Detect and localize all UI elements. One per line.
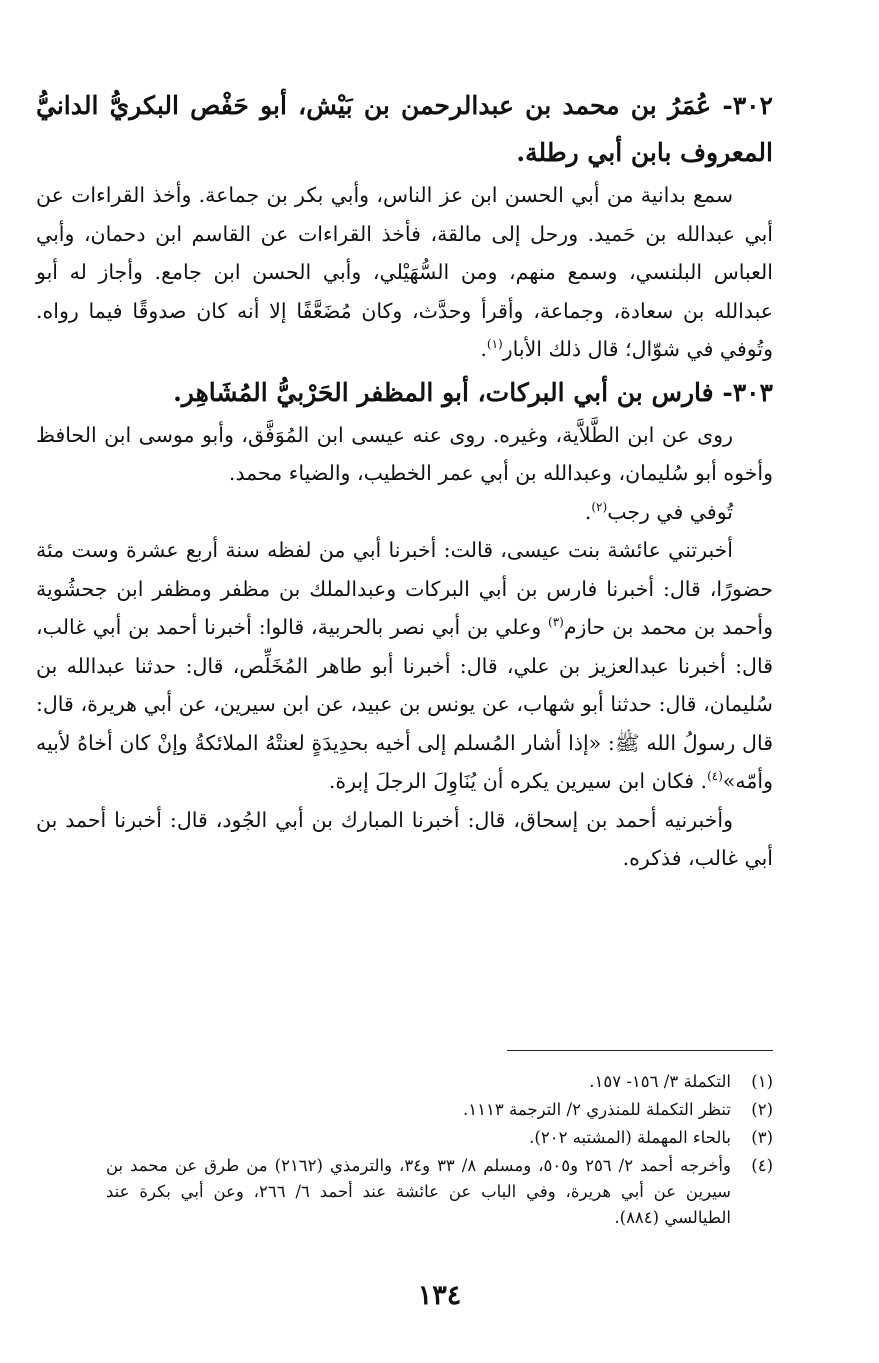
footnote-number: (٣) xyxy=(751,1128,773,1147)
footnote-ref-3: (٣) xyxy=(548,615,564,630)
main-text xyxy=(36,82,773,878)
page-number: ١٣٤ xyxy=(417,1280,462,1311)
footnote-number: (٢) xyxy=(751,1100,773,1119)
footnote-ref-2: (٢) xyxy=(591,499,608,514)
hadith-text: وعلي بن أبي نصر بالحربية، قالوا: أخبرنا أحمد بن أبي غالب، قال: أخبرنا عبدالعزيز بن علي، قال: أخبرنا أبو طاهر المُخَلِّص، قال: حدثنا عبدالله بن سُليمان، قال: حدثنا أبو شهاب، عن يونس بن عبيد، عن ابن سيرين، عن أبي هريرة، قال: قال رسولُ الله ﷺ: «إذا أشار المُسلم إلى أخيه بحدِيدَةٍ لعنتْهُ الملائكةُ وإنْ كان أخاهُ لأبيه وأمّه» xyxy=(36,615,773,793)
hadith-comment: . فكان ابن سيرين يكره أن يُنَاوِلَ الرجلَ إبرة. xyxy=(328,769,708,793)
footnote-text: وأخرجه أحمد ٢/ ٢٥٦ و٥٠٥، ومسلم ٨/ ٣٣ و٣٤، والترمذي (٢١٦٢) من طرق عن محمد بن سيرين عن أبي هريرة، وفي الباب عن عائشة عند أحمد ٦/ ٢٦٦، وعن أبي بكرة عند الطيالسي (٨٨٤). xyxy=(106,1156,731,1227)
entry-303-paragraph-1: روى عن ابن الطَّلاَّية، وغيره. روى عنه عيسى ابن المُوَفَّق، وأبو موسى ابن الحافظ وأخوه أبو سُليمان، وعبدالله بن أبي عمر الخطيب، والضياء محمد. xyxy=(36,422,773,485)
entry-303-paragraph-4: وأخبرنيه أحمد بن إسحاق، قال: أخبرنا المبارك بن أبي الجُود، قال: أخبرنا أحمد بن أبي غالب، فذكره. xyxy=(36,807,773,870)
footnote-divider xyxy=(507,1050,773,1051)
footnote-number: (١) xyxy=(751,1072,773,1091)
footnote-1 xyxy=(106,1069,773,1095)
footnote-text: تنظر التكملة للمنذري ٢/ الترجمة ١١١٣. xyxy=(463,1100,731,1119)
entry-303-title: ٣٠٣- فارس بن أبي البركات، أبو المظفر الحَرْبيُّ المُشَاهِر. xyxy=(173,377,773,407)
entry-302-text: سمع بدانية من أبي الحسن ابن عز الناس، وأبي بكر بن جماعة. وأخذ القراءات عن أبي عبدالله بن حَميد. ورحل إلى مالقة، فأخذ القراءات عن القاسم ابن دحمان، وأبي العباس البلنسي، وسمع منهم، ومن السُّهَيْلي، وأبي الحسن ابن جامع. وأجاز له أبو عبدالله بن سعادة، وجماعة، وأقرأ وحدَّث، وكان مُضَعَّفًا إلا أنه كان صدوقًا فيما رواه. وتُوفي في شوّال؛ قال ذلك الأبار xyxy=(36,183,773,361)
footnote-text: التكملة ٣/ ١٥٦- ١٥٧. xyxy=(589,1072,731,1091)
entry-302-paragraph xyxy=(36,176,773,369)
footnote-ref-4: (٤) xyxy=(707,769,723,784)
footnote-number: (٤) xyxy=(751,1156,773,1175)
entry-303-paragraph-3 xyxy=(36,531,773,801)
footnote-3 xyxy=(106,1125,773,1151)
footnote-2 xyxy=(106,1097,773,1123)
entry-302-end: . xyxy=(480,337,487,361)
hadith-chain: أخبرتني عائشة بنت عيسى، قالت: أخبرنا أبي من لفظه سنة أربع عشرة وست مئة حضورًا، قال: أخبرنا فارس بن أبي البركات وعبدالملك بن مظفر ومظفر ابن جحشُوية وأحمد بن محمد بن حازم xyxy=(36,538,774,639)
entry-303-paragraph-2 xyxy=(36,493,773,532)
footnote-4 xyxy=(106,1153,773,1231)
footnotes xyxy=(106,1050,773,1233)
entry-302-title: ٣٠٢- عُمَرُ بن محمد بن عبدالرحمن بن بَيْش، أبو حَفْص البكريُّ الدانيُّ المعروف بابن أبي رطلة. xyxy=(36,91,773,167)
footnote-ref-1: (١) xyxy=(486,337,503,352)
footnote-text: بالحاء المهملة (المشتبه ٢٠٢). xyxy=(529,1128,731,1147)
entry-303-death-end: . xyxy=(584,499,592,524)
entry-303-death: تُوفي في رجب xyxy=(607,499,733,524)
